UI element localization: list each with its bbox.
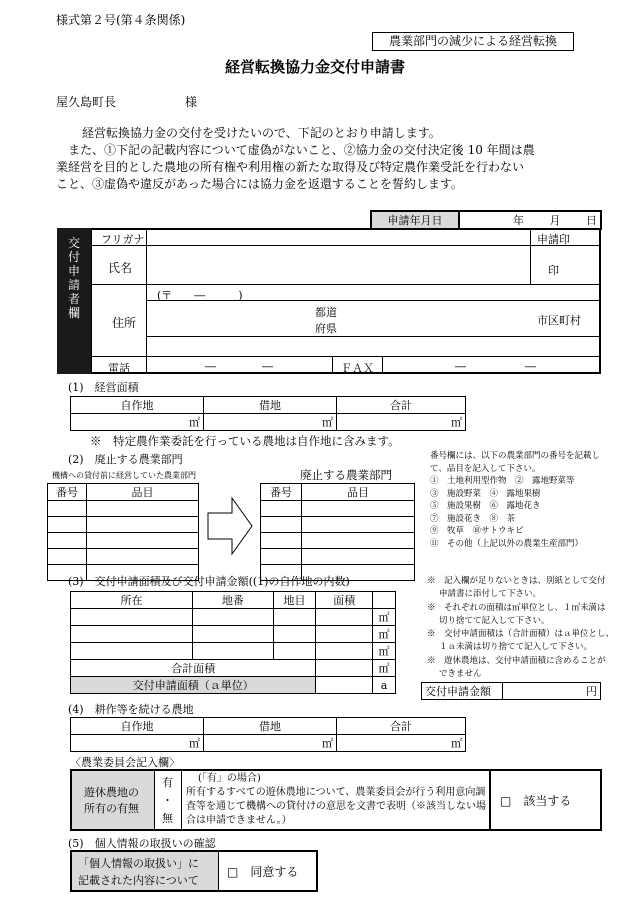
- unit: ㎡: [373, 660, 396, 677]
- leased-land-field[interactable]: [204, 414, 337, 431]
- cell[interactable]: [302, 549, 415, 565]
- cell[interactable]: [316, 626, 373, 643]
- honorific: 様: [185, 95, 198, 109]
- unit: 円: [586, 685, 597, 698]
- unit: ㎡: [451, 737, 462, 750]
- cell[interactable]: [48, 533, 87, 549]
- col-header: 品目: [302, 484, 415, 501]
- postal-code-field[interactable]: (〒 ― ): [157, 289, 243, 302]
- privacy-label-2: 記載された内容について: [78, 874, 199, 887]
- section-2-title: (2) 廃止する農業部門: [68, 453, 183, 466]
- agree-checkbox[interactable]: □ 同意する: [227, 865, 299, 879]
- own-land-field[interactable]: [71, 735, 204, 752]
- col-header: 借地: [204, 397, 337, 414]
- intro-line-4: こと、③虚偽や違反があった場合には協力金を返還することを誓約します。: [56, 177, 463, 191]
- note-line: て、品目を記入して下さい。: [430, 463, 541, 474]
- section-4-table: [70, 717, 466, 752]
- total-field[interactable]: [337, 414, 466, 431]
- cell[interactable]: [87, 549, 199, 565]
- cell[interactable]: [48, 501, 87, 517]
- note-line: ※ 遊休農地は、交付申請面積に含めることが: [427, 655, 606, 666]
- note-line: １ａ未満は切り捨てて記入して下さい。: [439, 642, 593, 653]
- section-3-table: [70, 591, 396, 694]
- col-header: 自作地: [71, 718, 204, 735]
- note-line: 切り捨てて記入して下さい。: [439, 615, 550, 626]
- cell[interactable]: [71, 626, 193, 643]
- cell[interactable]: [193, 609, 273, 626]
- col-header: 合計: [337, 718, 466, 735]
- cell[interactable]: [316, 609, 373, 626]
- note-line: ⑦ 施設花き ⑧ 茶: [430, 513, 516, 524]
- grant-amount-label: 交付申請金額: [422, 683, 503, 700]
- application-date-table: [370, 210, 602, 230]
- fax-dash-2: ―: [525, 360, 536, 373]
- cell[interactable]: [87, 501, 199, 517]
- fax-label: ＦＡＸ: [341, 362, 374, 375]
- note-line: ※ 交付申請面積は（合計面積）はａ単位とし、: [427, 629, 615, 640]
- year-label: 年: [513, 214, 524, 227]
- intro-line-1: 経営転換協力金の交付を受けたいので、下記のとおり申請します。: [82, 126, 441, 140]
- address-line-field[interactable]: [147, 337, 601, 355]
- col-header: 地番: [193, 592, 273, 609]
- note-line: ※ 記入欄が足りないときは、別紙として交付: [427, 576, 606, 586]
- note-line: ⑨ 牧草 ⑩サトウキビ: [430, 526, 524, 536]
- divider: [181, 771, 182, 829]
- prefecture-label-1: 都道: [315, 306, 337, 319]
- divider: [91, 228, 92, 374]
- unit: ㎡: [322, 416, 333, 429]
- seal-label: 申請印: [537, 233, 570, 246]
- intro-line-2: また、①下記の記載内容について虚偽がないこと、②協力金の交付決定後 10 年間は農: [68, 143, 535, 157]
- cell[interactable]: [193, 643, 273, 660]
- idle-land-label-1: 遊休農地の: [84, 786, 139, 799]
- col-header: 地目: [273, 592, 316, 609]
- note-line: ⑪ その他（上記以外の農業生産部門）: [430, 538, 584, 549]
- note-line: 申請書に添付して下さい。: [439, 589, 542, 600]
- yes-label[interactable]: 有: [162, 776, 173, 789]
- furigana-field[interactable]: [147, 229, 529, 244]
- committee-title: 〈農業委員会記入欄〉: [70, 756, 180, 769]
- cell[interactable]: [273, 626, 316, 643]
- name-field[interactable]: [147, 246, 529, 283]
- month-label: 月: [549, 214, 561, 227]
- section-4-title: (4) 耕作等を続ける農地: [68, 703, 194, 716]
- city-label: 市区町村: [537, 314, 581, 327]
- total-field[interactable]: [337, 735, 466, 752]
- unit: ㎡: [189, 737, 200, 750]
- cell[interactable]: [71, 609, 193, 626]
- privacy-label-1: 「個人情報の取扱い」に: [78, 857, 199, 870]
- phone-dash-1: ―: [205, 360, 216, 373]
- section-3-title: (3) 交付申請面積及び交付申請金額((1)の自作地の内数): [68, 575, 350, 588]
- unit: ㎡: [451, 416, 462, 429]
- left-caption: 機構への貸付前に経営していた農業部門: [52, 471, 196, 480]
- cell[interactable]: [261, 533, 302, 549]
- furigana-label: フリガナ: [101, 233, 145, 246]
- cell[interactable]: [302, 533, 415, 549]
- address-label: 住所: [112, 316, 137, 330]
- col-header: 番号: [48, 484, 87, 501]
- grant-amount-field[interactable]: [503, 683, 601, 700]
- fax-dash-1: ―: [455, 360, 466, 373]
- cell[interactable]: [87, 533, 199, 549]
- divider: [382, 356, 383, 374]
- col-header: 面積: [316, 592, 373, 609]
- section-5-title: (5) 個人情報の取扱いの確認: [68, 837, 216, 850]
- phone-dash-2: ―: [262, 360, 273, 373]
- col-header: 自作地: [71, 397, 204, 414]
- note-line: ③ 施設野菜 ④ 露地果樹: [430, 488, 541, 499]
- section-3-notes: [427, 575, 614, 681]
- divider: [530, 228, 531, 284]
- note-line: ⑤ 施設果樹 ⑥ 露地花き: [430, 501, 541, 511]
- committee-description: [186, 772, 486, 828]
- col-header: 合計: [337, 397, 466, 414]
- cell[interactable]: [316, 643, 373, 660]
- col-header: 所在: [71, 592, 193, 609]
- col-header: 品目: [87, 484, 199, 501]
- cell[interactable]: [261, 501, 302, 517]
- form-tag: 農業部門の減少による経営転換: [372, 32, 574, 51]
- divider: [489, 771, 491, 829]
- unit: ㎡: [322, 737, 333, 750]
- right-caption: 廃止する農業部門: [300, 468, 392, 482]
- total-area-label: 合計面積: [71, 660, 316, 677]
- addressee: 屋久島町長: [56, 95, 117, 109]
- prefecture-label-2: 府県: [315, 322, 337, 335]
- col-header: 番号: [261, 484, 302, 501]
- desc-line: 所有するすべての遊休農地について、農業委員会が行う利用意向調: [186, 787, 486, 798]
- cell[interactable]: [261, 549, 302, 565]
- cell[interactable]: [193, 626, 273, 643]
- note-line: ① 土地利用型作物 ② 露地野菜等: [430, 476, 575, 486]
- unit: ㎡: [189, 416, 200, 429]
- right-arrow-icon: [206, 495, 254, 557]
- note-line: ※ それぞれの面積は㎡単位とし、１㎡未満は: [427, 602, 606, 613]
- unit: ㎡: [373, 626, 396, 643]
- divider: [91, 356, 601, 357]
- form-number: 様式第２号(第４条関係): [56, 13, 186, 27]
- sector-list-notes: [430, 450, 600, 550]
- cell[interactable]: [273, 609, 316, 626]
- cell[interactable]: [48, 549, 87, 565]
- cell[interactable]: [261, 517, 302, 533]
- abolished-sector-table: [260, 483, 415, 581]
- grant-amount-table: [421, 682, 601, 700]
- dot-separator: ・: [162, 794, 173, 807]
- cell[interactable]: [87, 517, 199, 533]
- divider: [91, 284, 601, 285]
- section-1-table: [70, 396, 466, 431]
- note-line: できません: [439, 669, 482, 680]
- own-land-field[interactable]: [71, 414, 204, 431]
- cell: [373, 592, 396, 609]
- intro-line-3: 業経営を目的とした農地の所有権や利用権の新たな取得及び特定農作業受託を行わない: [56, 160, 525, 174]
- section-1-title: (1) 経営面積: [68, 381, 139, 394]
- cell[interactable]: [273, 643, 316, 660]
- note-line: 番号欄には、以下の農業部門の番号を記載し: [430, 451, 601, 461]
- former-sector-table: [47, 483, 199, 581]
- apply-area-field[interactable]: [316, 677, 373, 694]
- unit: ㎡: [373, 643, 396, 660]
- applicable-checkbox[interactable]: □ 該当する: [500, 794, 572, 808]
- day-label: 日: [586, 214, 597, 227]
- cell[interactable]: [71, 643, 193, 660]
- desc-line: 合は申請できません。）: [186, 815, 292, 826]
- total-area-field[interactable]: [316, 660, 373, 677]
- page-title: 経営転換協力金交付申請書: [224, 58, 405, 76]
- leased-land-field[interactable]: [204, 735, 337, 752]
- cell[interactable]: [302, 501, 415, 517]
- cell[interactable]: [48, 517, 87, 533]
- divider: [154, 771, 155, 829]
- section-1-note: ※ 特定農作業委託を行っている農地は自作地に含みます。: [90, 434, 400, 448]
- application-date-field[interactable]: [459, 211, 601, 229]
- name-label: 氏名: [108, 261, 133, 275]
- no-label[interactable]: 無: [162, 812, 173, 825]
- col-header: 借地: [204, 718, 337, 735]
- seal-mark: 印: [548, 264, 559, 277]
- cell[interactable]: [302, 517, 415, 533]
- desc-line: 査等を通じて機構への貸付けの意思を文書で表明（※該当しない場: [186, 801, 486, 812]
- unit: ㎡: [373, 609, 396, 626]
- desc-line: (「有」の場合): [198, 773, 261, 784]
- phone-label: 電話: [108, 362, 130, 375]
- application-date-label: 申請年月日: [371, 211, 459, 229]
- divider: [218, 852, 219, 890]
- divider: [332, 356, 333, 374]
- unit: a: [373, 677, 396, 694]
- apply-area-label: 交付申請面積（ａ単位）: [71, 677, 316, 694]
- applicant-side-label: 交付申請者欄: [67, 236, 80, 320]
- idle-land-label-2: 所有の有無: [84, 802, 139, 815]
